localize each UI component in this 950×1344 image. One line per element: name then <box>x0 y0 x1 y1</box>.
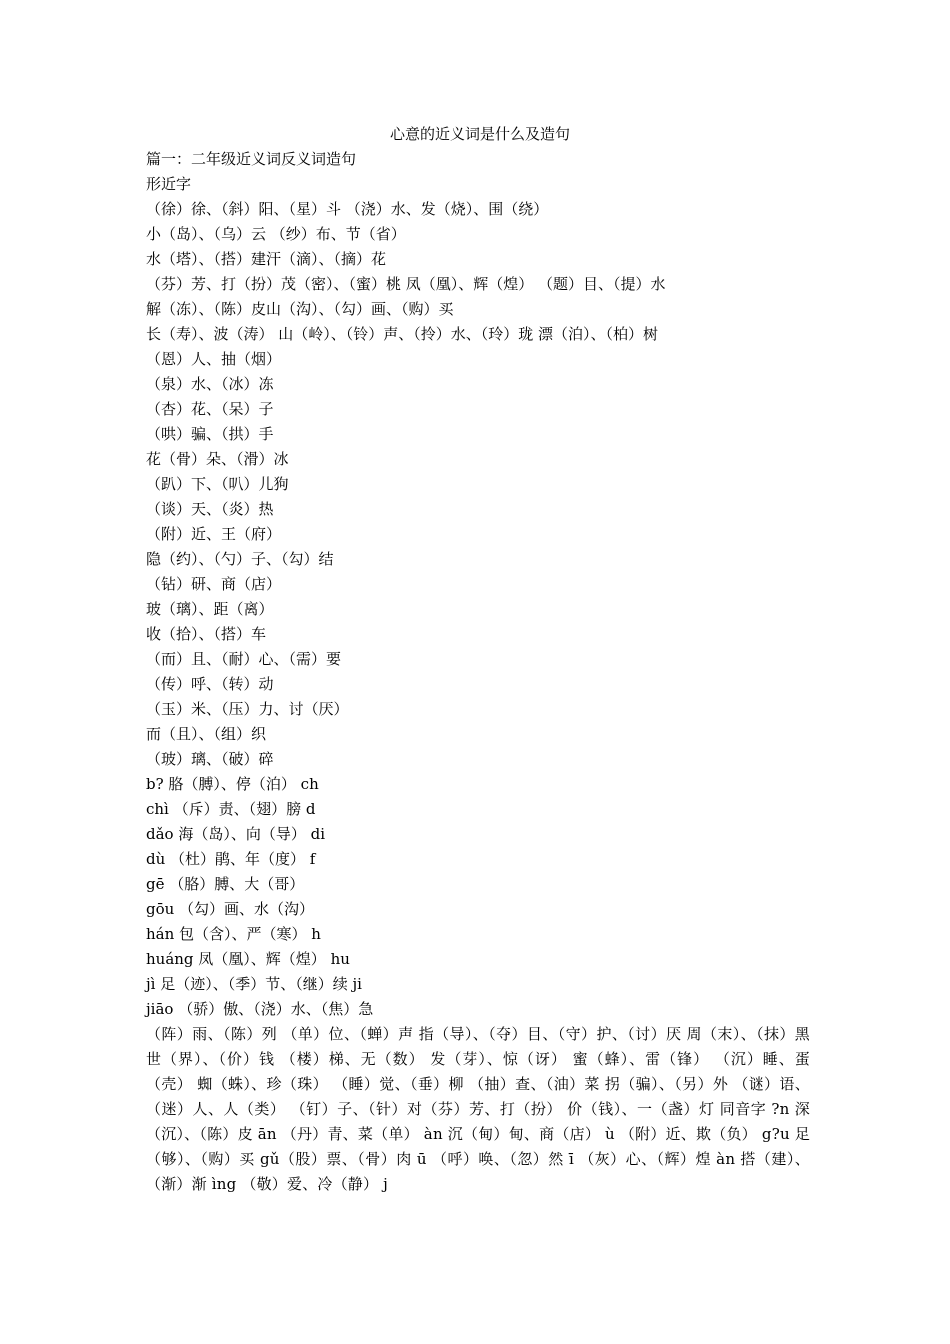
content-line: gē （胳）膊、大（哥） <box>146 875 305 893</box>
content-line: hán 包（含）、严（寒） h <box>146 925 321 943</box>
content-line: 小（岛）、（乌）云 （纱）布、节（省） <box>146 225 406 243</box>
content-line: （哄）骗、（拱）手 <box>146 425 274 443</box>
content-line: 长（寿）、波（涛） 山（岭）、（铃）声、（拎）水、（玲）珑 漂（泊）、（柏）树 <box>146 325 659 343</box>
content-line: b? 胳（膊）、停（泊） ch <box>146 775 319 793</box>
content-paragraph: （阵）雨、（陈）列 （单）位、（蝉）声 指（导）、（夺）目、（守）护、（讨）厌 周（末）、（抹）黑 世（界）、（价）钱 （楼）梯、无（数） 发（芽）、惊（讶） 蜜（蜂）、雷（锋） （沉）睡、蛋（壳） 蜘（蛛）、珍（珠） （睡）觉、（垂）柳 （抽）查、（油）菜 拐（骗）、（另）外 （谜）语、（迷）人、人（类） （钉）子、（针）对（芬）芳、打（扮） 价（钱）、一（盏）灯 同音字 ?n 深（沉）、（陈）皮 ān （丹）青、菜（单） àn 沉（甸）甸、商（店） ù （附）近、欺（负） g?u 足（够）、（购）买 gǔ（股）票、（骨）肉 ū （呼）唤、（忽）然 ī （灰）心、（辉）煌 àn 搭（建）、（渐）渐 ìng （敬）爱、冷（静） j <box>146 1025 810 1193</box>
content-line: 篇一：二年级近义词反义词造句 <box>146 150 357 168</box>
content-line: （芬）芳、打（扮）茂（密）、（蜜）桃 凤（凰）、辉（煌） （题）目、（提）水 <box>146 275 666 293</box>
content-line: dǎo 海（岛）、向（导） di <box>146 825 326 843</box>
content-line: huáng 凤（凰）、辉（煌） hu <box>146 950 350 968</box>
content-line: jiāo （骄）傲、（浇）水、（焦）急 <box>146 1000 374 1018</box>
content-line: （谈）天、（炎）热 <box>146 500 274 518</box>
content-line: （杏）花、（呆）子 <box>146 400 274 418</box>
content-line: 形近字 <box>146 175 192 193</box>
content-line: chì （斥）责、（翅）膀 d <box>146 800 316 818</box>
document-page <box>146 122 810 1197</box>
content-line: （徐）徐、（斜）阳、（星）斗 （浇）水、发（烧）、围（绕） <box>146 200 549 218</box>
content-line: 水（塔）、（搭）建汗（滴）、（摘）花 <box>146 250 387 268</box>
content-line: 花（骨）朵、（滑）冰 <box>146 450 289 468</box>
content-lines <box>146 147 810 1022</box>
content-line: （钻）研、商（店） <box>146 575 282 593</box>
content-line: gōu （勾）画、水（沟） <box>146 900 315 918</box>
content-line: jì 足（迹）、（季）节、（继）续 ji <box>146 975 362 993</box>
content-line: 收（拾）、（搭）车 <box>146 625 267 643</box>
content-line: （玉）米、（压）力、讨（厌） <box>146 700 349 718</box>
content-line: 解（冻）、（陈）皮山（沟）、（勾）画、（购）买 <box>146 300 454 318</box>
content-line: （附）近、王（府） <box>146 525 282 543</box>
content-line: 隐（约）、（勺）子、（勾）结 <box>146 550 334 568</box>
content-line: （泉）水、（冰）冻 <box>146 375 274 393</box>
content-line: （恩）人、抽（烟） <box>146 350 282 368</box>
content-line: （传）呼、（转）动 <box>146 675 274 693</box>
content-line: （趴）下、（叭）儿狗 <box>146 475 289 493</box>
content-line: 玻（璃）、距（离） <box>146 600 274 618</box>
content-line: （玻）璃、（破）碎 <box>146 750 274 768</box>
content-line: dù （杜）鹃、年（度） f <box>146 850 316 868</box>
content-line: （而）且、（耐）心、（需）要 <box>146 650 342 668</box>
content-line: 而（且）、（组）织 <box>146 725 267 743</box>
document-title: 心意的近义词是什么及造句 <box>389 125 570 143</box>
